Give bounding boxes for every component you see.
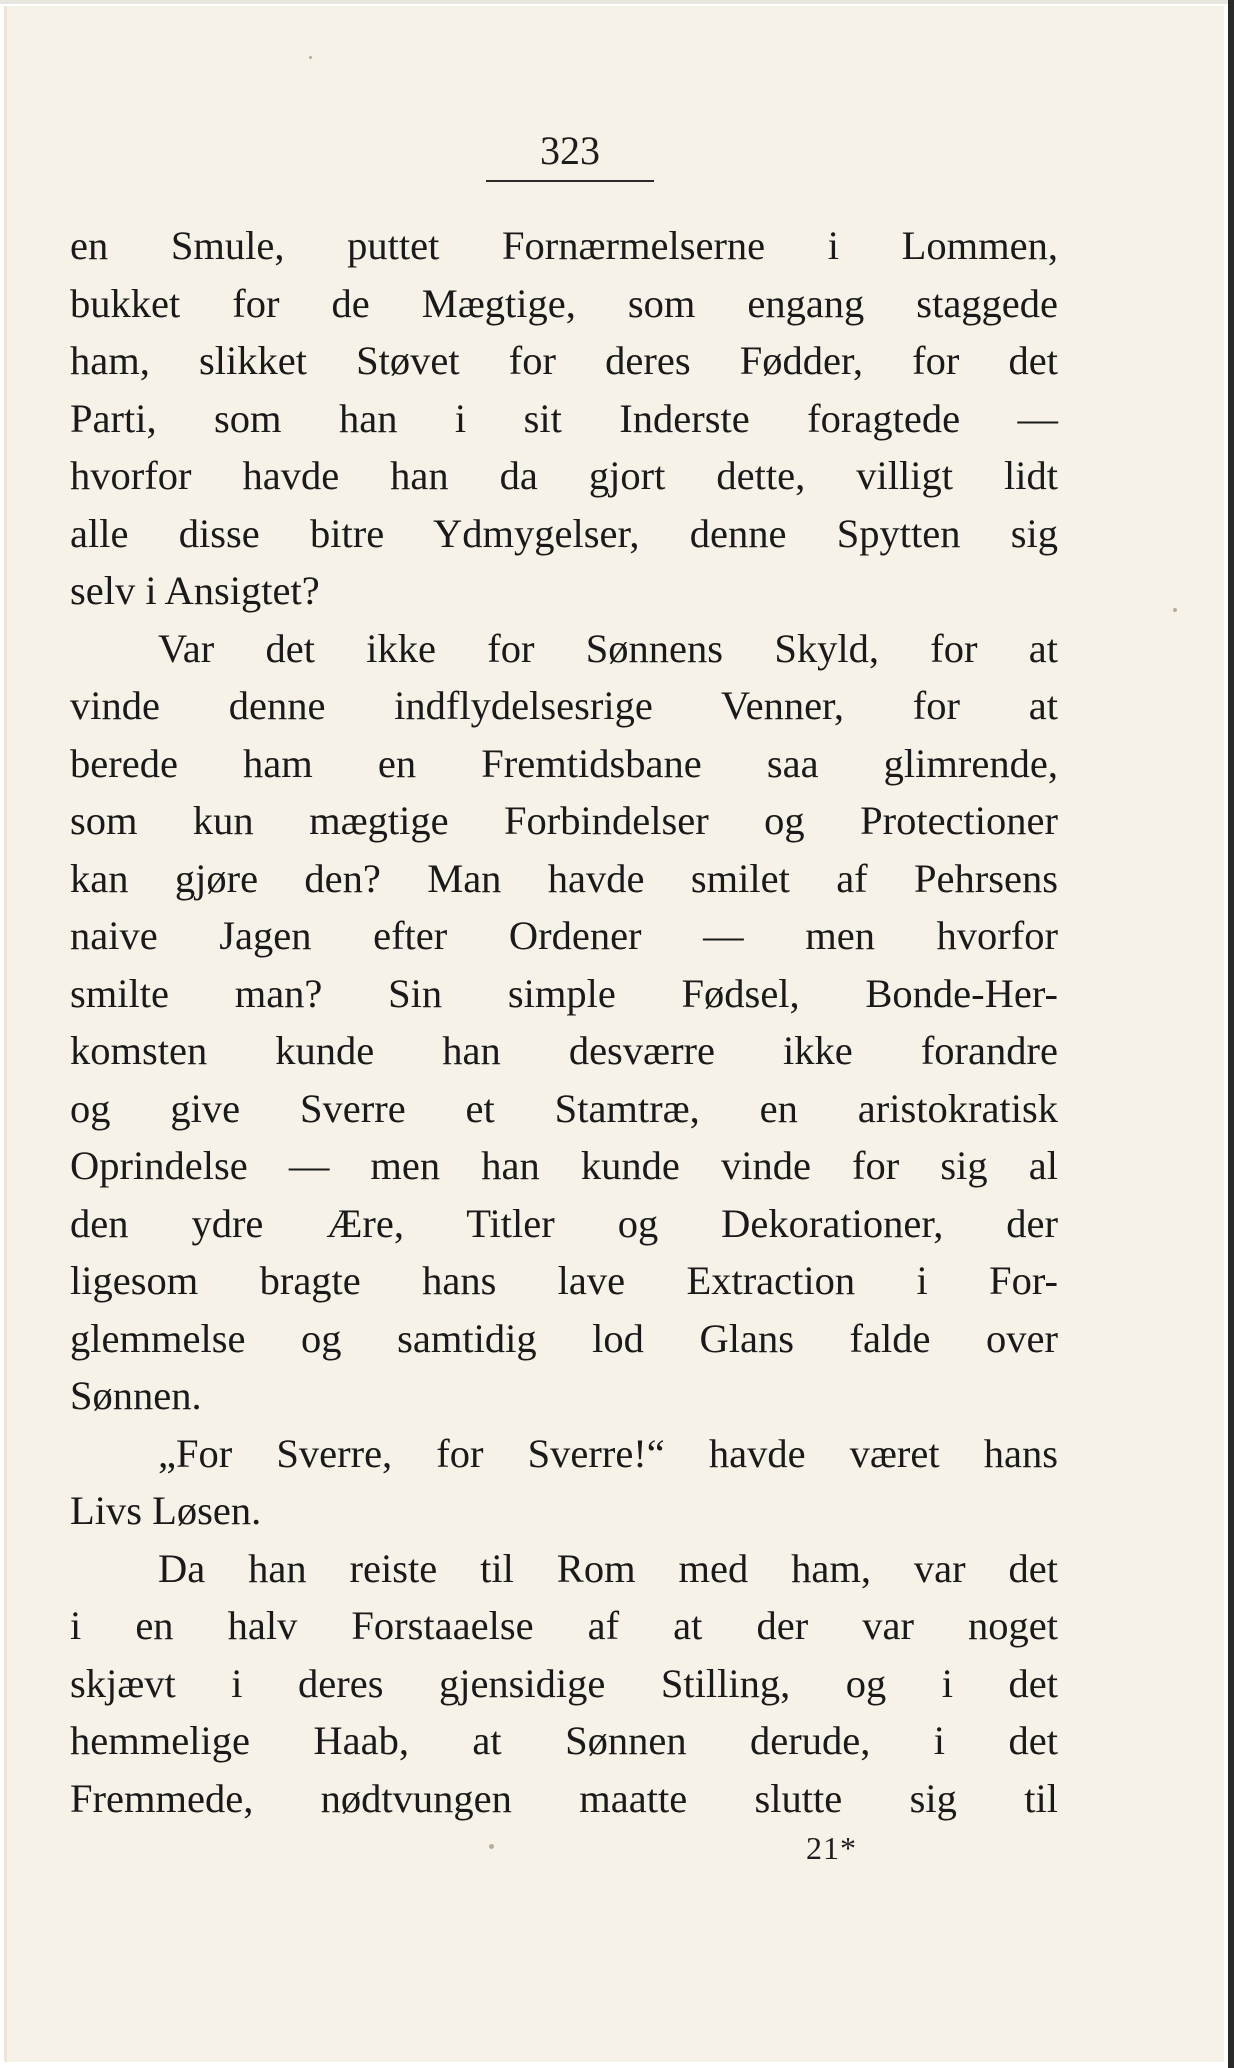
page-number: 323 bbox=[540, 128, 600, 173]
scan-border-top bbox=[0, 0, 1234, 4]
text-line: og give Sverre et Stamtræ, en aristokratisk bbox=[70, 1085, 1058, 1131]
text-line: den ydre Ære, Titler og Dekorationer, der bbox=[70, 1200, 1058, 1246]
text-line: vinde denne indflydelsesrige Venner, for at bbox=[70, 683, 1058, 728]
text-line: ligesom bragte hans lave Extraction i For- bbox=[70, 1258, 1058, 1303]
paper-speck bbox=[309, 56, 312, 59]
text-line: smilte man? Sin simple Fødsel, Bonde-Her- bbox=[70, 970, 1058, 1016]
page-number-underline bbox=[486, 180, 654, 182]
paper-speck bbox=[489, 1844, 494, 1849]
text-line: bukket for de Mægtige, som engang staggede bbox=[70, 280, 1058, 326]
text-line: en Smule, puttet Fornærmelserne i Lommen, bbox=[70, 223, 1058, 268]
text-line: i en halv Forstaaelse af at der var noget bbox=[70, 1603, 1058, 1648]
scan-border-right bbox=[1228, 0, 1234, 2068]
text-line: berede ham en Fremtidsbane saa glimrende, bbox=[70, 740, 1058, 786]
text-line: som kun mægtige Forbindelser og Protectioner bbox=[70, 798, 1058, 843]
text-line: „For Sverre, for Sverre!“ havde været hans bbox=[158, 1430, 1058, 1476]
text-line: Parti, som han i sit Inderste foragtede — bbox=[70, 395, 1058, 441]
text-line: Sønnen. bbox=[70, 1373, 202, 1418]
text-line: alle disse bitre Ydmygelser, denne Spytten sig bbox=[70, 510, 1058, 556]
text-line: Oprindelse — men han kunde vinde for sig al bbox=[70, 1143, 1058, 1188]
text-line: Da han reiste til Rom med ham, var det bbox=[158, 1545, 1058, 1591]
text-line: naive Jagen efter Ordener — men hvorfor bbox=[70, 913, 1058, 958]
text-line: ham, slikket Støvet for deres Fødder, for det bbox=[70, 338, 1058, 383]
paper-speck bbox=[1173, 608, 1177, 612]
text-line: hemmelige Haab, at Sønnen derude, i det bbox=[70, 1718, 1058, 1763]
text-line: Livs Løsen. bbox=[70, 1488, 262, 1533]
signature-mark: 21* bbox=[806, 1830, 857, 1866]
text-line: Var det ikke for Sønnens Skyld, for at bbox=[158, 625, 1058, 671]
text-line: hvorfor havde han da gjort dette, villigt lidt bbox=[70, 453, 1058, 498]
text-line: selv i Ansigtet? bbox=[70, 568, 320, 613]
text-line: glemmelse og samtidig lod Glans falde over bbox=[70, 1315, 1058, 1361]
text-line: skjævt i deres gjensidige Stilling, og i det bbox=[70, 1660, 1058, 1706]
body-text bbox=[70, 217, 1058, 1827]
text-line: komsten kunde han desværre ikke forandre bbox=[70, 1028, 1058, 1073]
text-line: Fremmede, nødtvungen maatte slutte sig til bbox=[70, 1775, 1058, 1821]
text-line: kan gjøre den? Man havde smilet af Pehrsens bbox=[70, 855, 1058, 901]
